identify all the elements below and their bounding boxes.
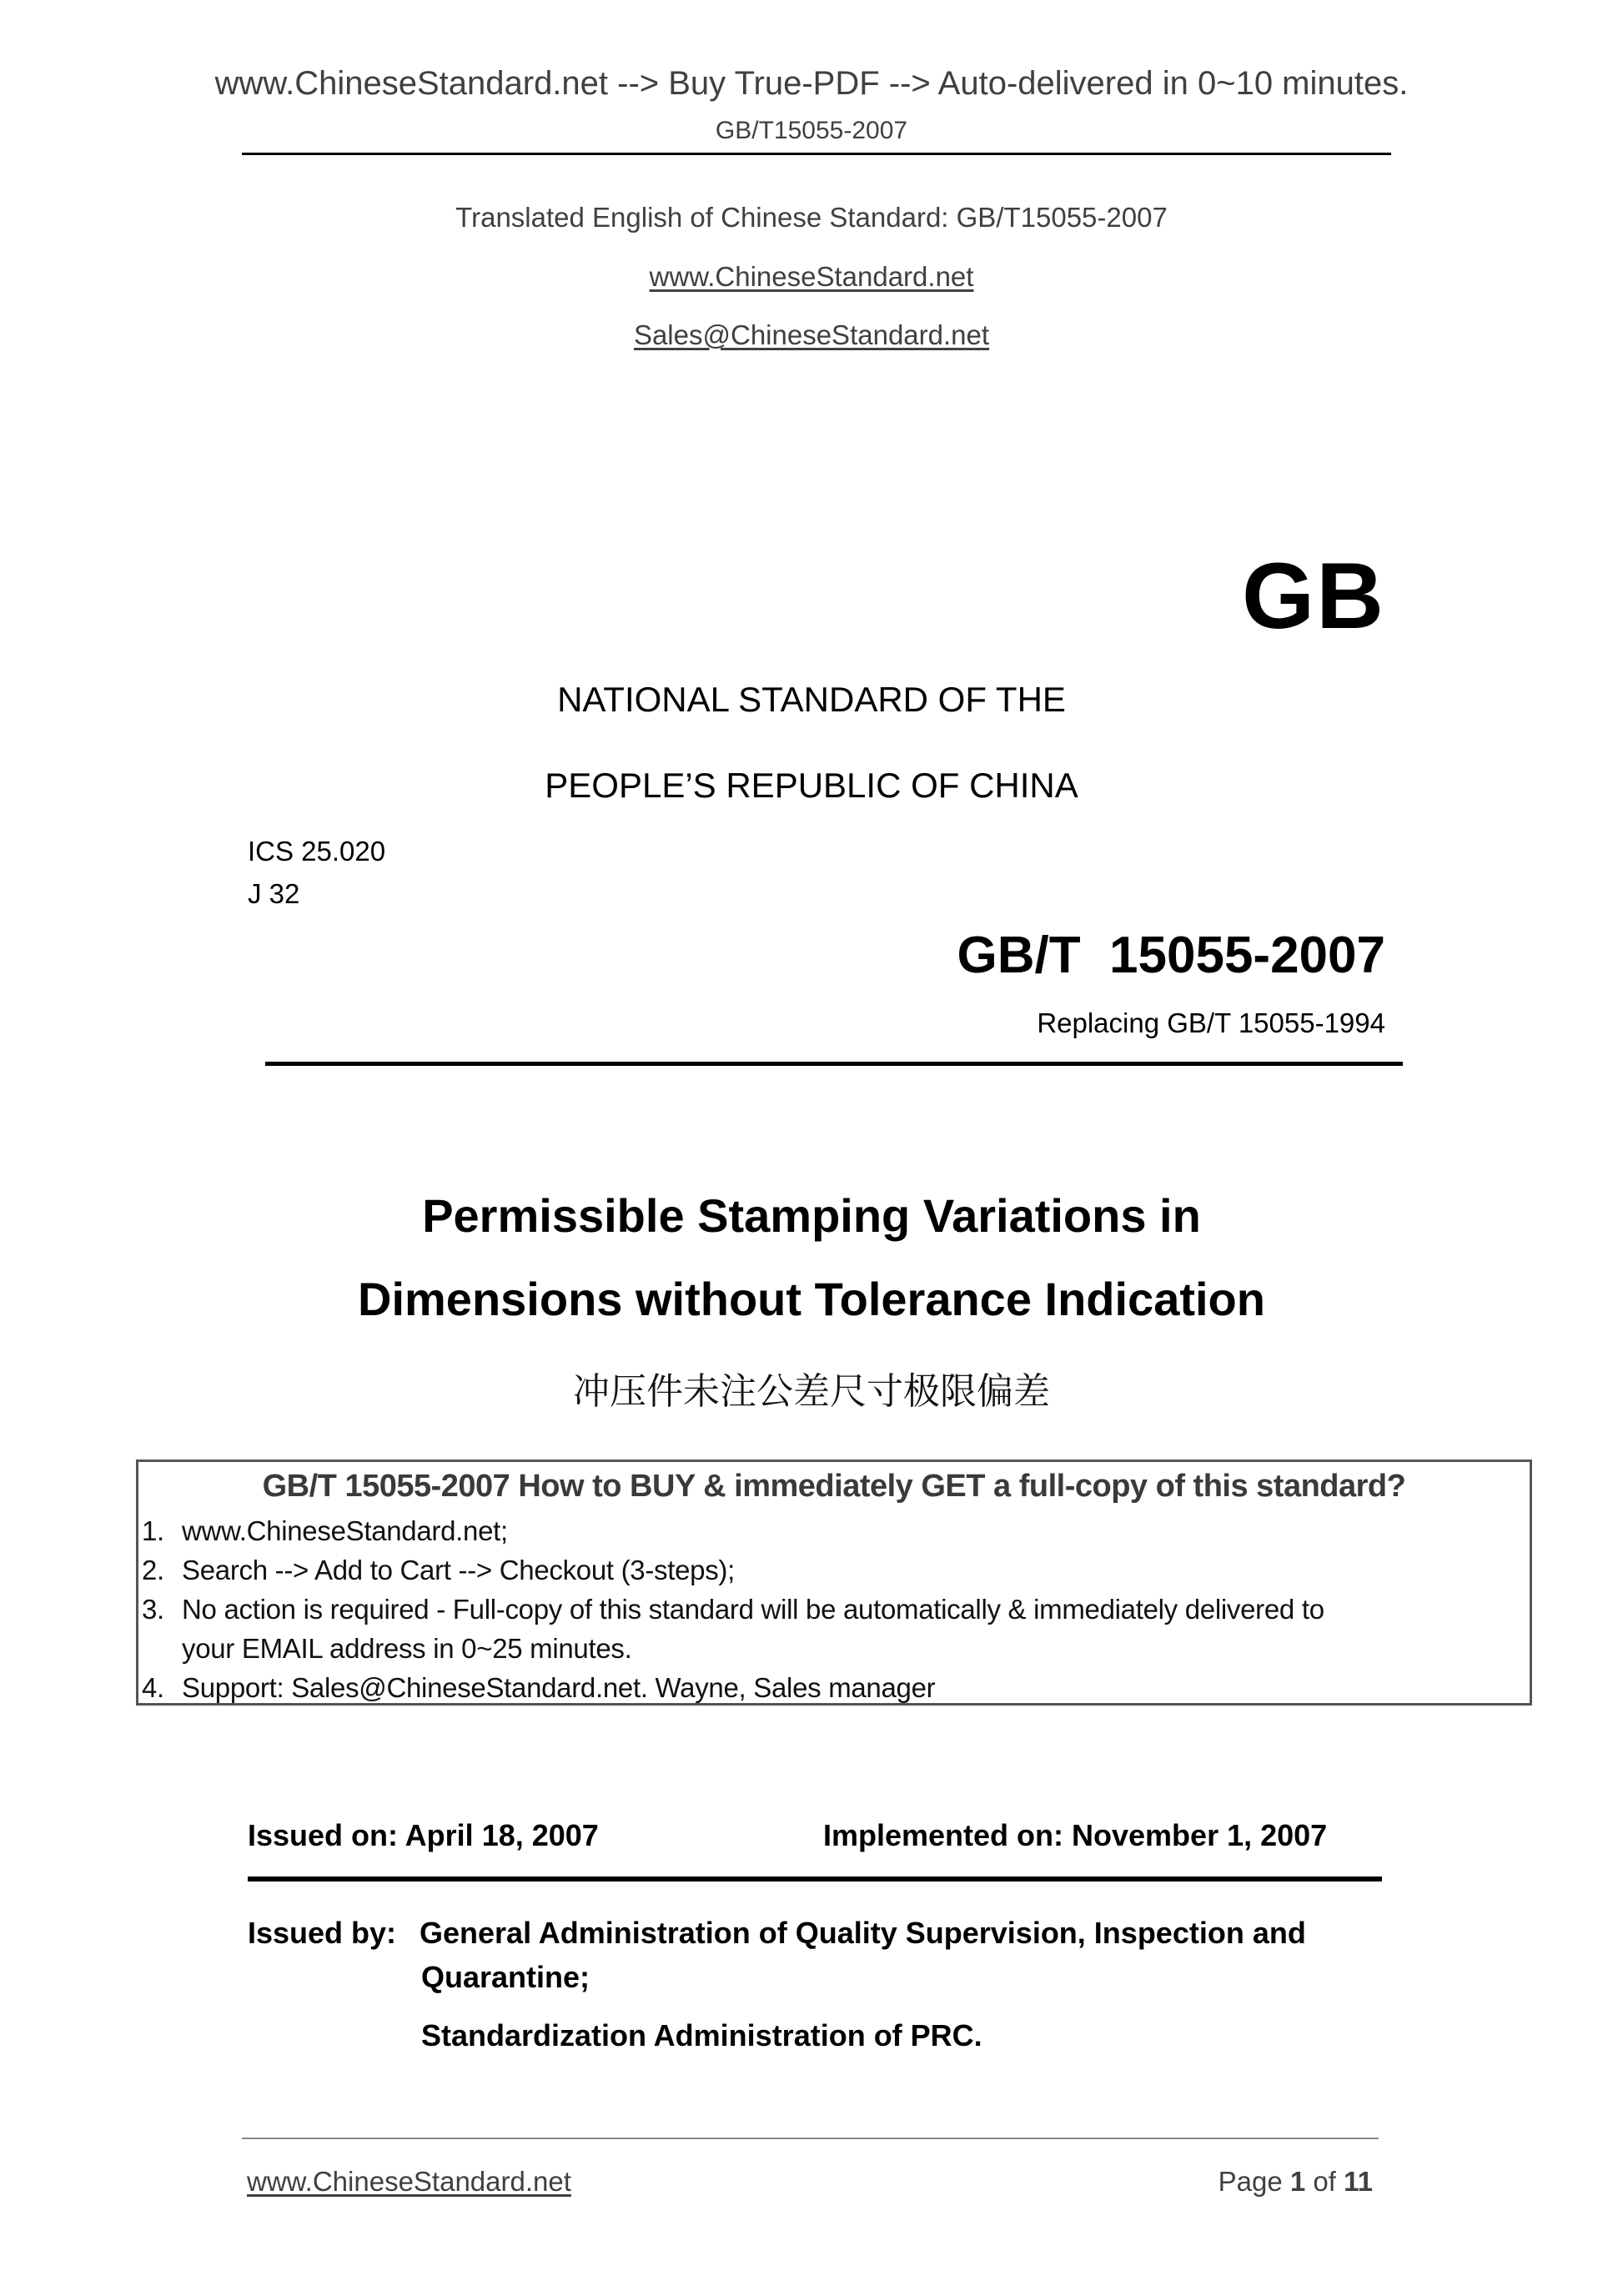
issuer-line-2: Quarantine;: [421, 1960, 590, 1994]
top-banner: www.ChineseStandard.net --> Buy True-PDF --> Auto-delivered in 0~10 minutes.: [214, 65, 1409, 102]
document-title-line-2: Dimensions without Tolerance Indication: [358, 1273, 1265, 1325]
page-of: of: [1305, 2166, 1344, 2197]
purchase-step-continuation: [142, 1633, 631, 1665]
standard-number: GB/T 15055-2007: [957, 927, 1385, 984]
footer-divider: [242, 2138, 1379, 2139]
purchase-step: [142, 1555, 735, 1586]
page-prefix: Page: [1218, 2166, 1290, 2197]
page-total: 11: [1344, 2166, 1373, 2197]
document-title-line-1: Permissible Stamping Variations in: [422, 1189, 1201, 1242]
step-text: No action is required - Full-copy of this standard will be automatically & immediately delivered to: [182, 1594, 1324, 1625]
page-indicator: [1219, 2166, 1373, 2198]
document-title-chinese: 冲压件未注公差尺寸极限偏差: [573, 1370, 1050, 1413]
page-current: 1: [1289, 2166, 1306, 2197]
step-number: 2.: [142, 1555, 164, 1585]
issued-by-label: Issued by:: [248, 1916, 397, 1950]
purchase-step: [142, 1594, 1324, 1625]
classification-code: J 32: [248, 878, 300, 909]
header-standard-code: GB/T15055-2007: [715, 117, 908, 144]
step-text: Support: Sales@ChineseStandard.net. Wayne, Sales manager: [182, 1672, 936, 1703]
step-number: 4.: [142, 1672, 164, 1703]
step-number: 3.: [142, 1594, 164, 1625]
replacing-note: Replacing GB/T 15055-1994: [1037, 1007, 1385, 1038]
purchase-box-title: GB/T 15055-2007 How to BUY & immediately GET a full-copy of this standard?: [262, 1469, 1406, 1504]
title-divider: [265, 1062, 1403, 1066]
website-link[interactable]: www.ChineseStandard.net: [649, 261, 974, 292]
gb-logo: GB: [1242, 544, 1385, 648]
issuer-line-1: General Administration of Quality Supervision, Inspection and: [420, 1916, 1306, 1950]
step-text: your EMAIL address in 0~25 minutes.: [182, 1633, 632, 1664]
step-text: Search --> Add to Cart --> Checkout (3-steps);: [182, 1555, 735, 1585]
purchase-info-box: [136, 1459, 1532, 1706]
issuer-line-3: Standardization Administration of PRC.: [421, 2018, 982, 2052]
national-standard-line-1: NATIONAL STANDARD OF THE: [557, 680, 1066, 719]
footer-website-link[interactable]: www.ChineseStandard.net: [247, 2166, 571, 2197]
national-standard-line-2: PEOPLE’S REPUBLIC OF CHINA: [545, 766, 1078, 805]
implemented-on-date: Implemented on: November 1, 2007: [823, 1818, 1328, 1852]
purchase-step: [142, 1672, 935, 1704]
step-text: www.ChineseStandard.net;: [182, 1515, 508, 1546]
issued-on-date: Issued on: April 18, 2007: [248, 1818, 599, 1852]
step-number: 1.: [142, 1515, 164, 1546]
translated-notice: Translated English of Chinese Standard: GB/T15055-2007: [455, 202, 1168, 233]
purchase-step: [142, 1515, 508, 1547]
issue-divider: [248, 1876, 1382, 1882]
header-divider: [242, 153, 1391, 155]
sales-email-link[interactable]: Sales@ChineseStandard.net: [633, 319, 990, 350]
ics-code: ICS 25.020: [248, 836, 386, 867]
